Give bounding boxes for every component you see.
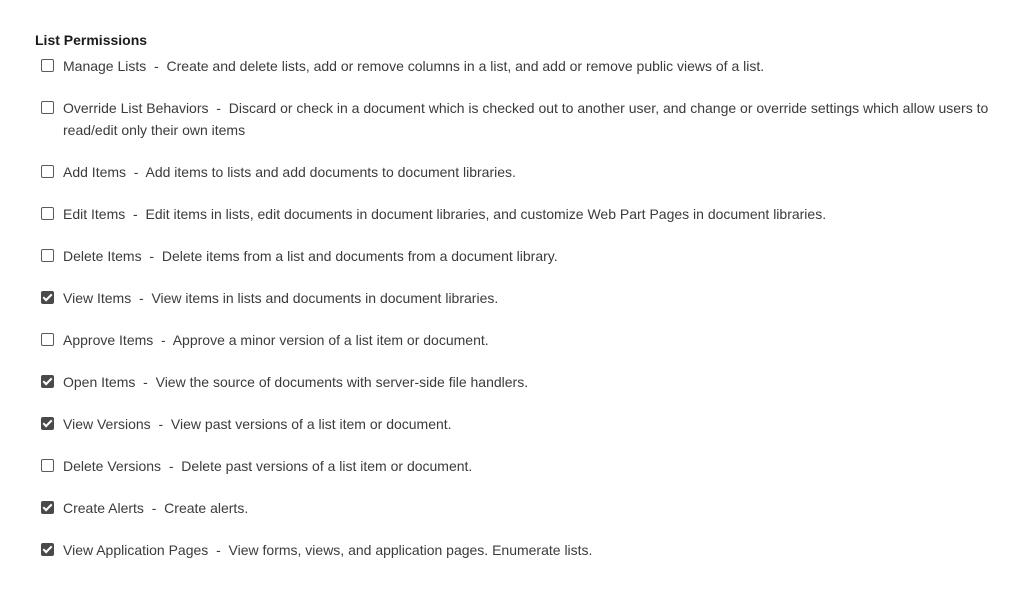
separator: - (208, 542, 229, 558)
checkbox-manage-lists[interactable] (41, 59, 54, 72)
checkbox-override-list-behaviors[interactable] (41, 101, 54, 114)
permission-text (63, 203, 1020, 225)
checkbox-create-alerts[interactable] (41, 501, 54, 514)
separator: - (208, 100, 229, 116)
checkbox-view-application-pages[interactable] (41, 543, 54, 556)
permission-edit-items (35, 203, 1020, 225)
permission-name: View Items (63, 290, 132, 306)
permission-name: Add Items (63, 164, 127, 180)
permission-text (63, 287, 1020, 309)
separator: - (161, 458, 182, 474)
separator: - (150, 416, 171, 432)
separator: - (135, 374, 156, 390)
permission-name: Delete Items (63, 248, 142, 264)
separator: - (153, 332, 173, 348)
permission-name: View Versions (63, 416, 151, 432)
permission-name: Approve Items (63, 332, 154, 348)
permission-manage-lists (35, 55, 1020, 77)
checkbox-approve-items[interactable] (41, 333, 54, 346)
separator: - (126, 164, 146, 180)
permission-description: Discard or check in a document which is checked out to another user, and change or override settings which allow users to read/edit only their own items (63, 100, 989, 138)
permission-description: View past versions of a list item or document. (170, 416, 452, 432)
permission-create-alerts (35, 497, 1020, 519)
permission-text (63, 329, 1020, 351)
permission-description: View forms, views, and application pages. Enumerate lists. (228, 542, 593, 558)
permission-description: Approve a minor version of a list item or document. (172, 332, 489, 348)
separator: - (143, 500, 165, 516)
checkbox-view-items[interactable] (41, 291, 54, 304)
permission-description: Add items to lists and add documents to document libraries. (145, 164, 516, 180)
permission-text (63, 455, 1020, 477)
permission-name: Manage Lists (63, 58, 147, 74)
separator: - (141, 248, 162, 264)
permission-description: Edit items in lists, edit documents in document libraries, and customize Web Part Pages in document libraries. (145, 206, 827, 222)
permission-view-items (35, 287, 1020, 309)
checkbox-edit-items[interactable] (41, 207, 54, 220)
permission-description: View items in lists and documents in document libraries. (151, 290, 499, 306)
permission-text (63, 413, 1020, 435)
checkbox-open-items[interactable] (41, 375, 54, 388)
permission-description: Delete past versions of a list item or document. (181, 458, 473, 474)
list-permissions-section (35, 31, 1020, 581)
permission-text (63, 97, 1020, 141)
permission-delete-versions (35, 455, 1020, 477)
permission-description: Create and delete lists, add or remove columns in a list, and add or remove public views of a list. (166, 58, 765, 74)
separator: - (131, 290, 152, 306)
permission-open-items (35, 371, 1020, 393)
permission-view-application-pages (35, 539, 1020, 561)
permission-text (63, 539, 1020, 561)
checkbox-add-items[interactable] (41, 165, 54, 178)
permission-view-versions (35, 413, 1020, 435)
permission-description: Delete items from a list and documents from a document library. (161, 248, 558, 264)
separator: - (125, 206, 146, 222)
permission-text (63, 497, 1020, 519)
permission-name: Override List Behaviors (63, 100, 209, 116)
separator: - (146, 58, 167, 74)
checkbox-delete-items[interactable] (41, 249, 54, 262)
permission-text (63, 371, 1020, 393)
section-title: List Permissions (35, 32, 148, 48)
checkbox-delete-versions[interactable] (41, 459, 54, 472)
permission-name: Create Alerts (63, 500, 144, 516)
permission-override-list-behaviors (35, 97, 1020, 141)
permission-delete-items (35, 245, 1020, 267)
checkbox-view-versions[interactable] (41, 417, 54, 430)
permission-approve-items (35, 329, 1020, 351)
permission-name: View Application Pages (63, 542, 209, 558)
permission-add-items (35, 161, 1020, 183)
permission-text (63, 55, 1020, 77)
permission-description: Create alerts. (164, 500, 249, 516)
permission-description: View the source of documents with server-side file handlers. (155, 374, 529, 390)
permission-text (63, 245, 1020, 267)
permission-name: Edit Items (63, 206, 126, 222)
permission-name: Delete Versions (63, 458, 162, 474)
permission-name: Open Items (63, 374, 136, 390)
permission-text (63, 161, 1020, 183)
